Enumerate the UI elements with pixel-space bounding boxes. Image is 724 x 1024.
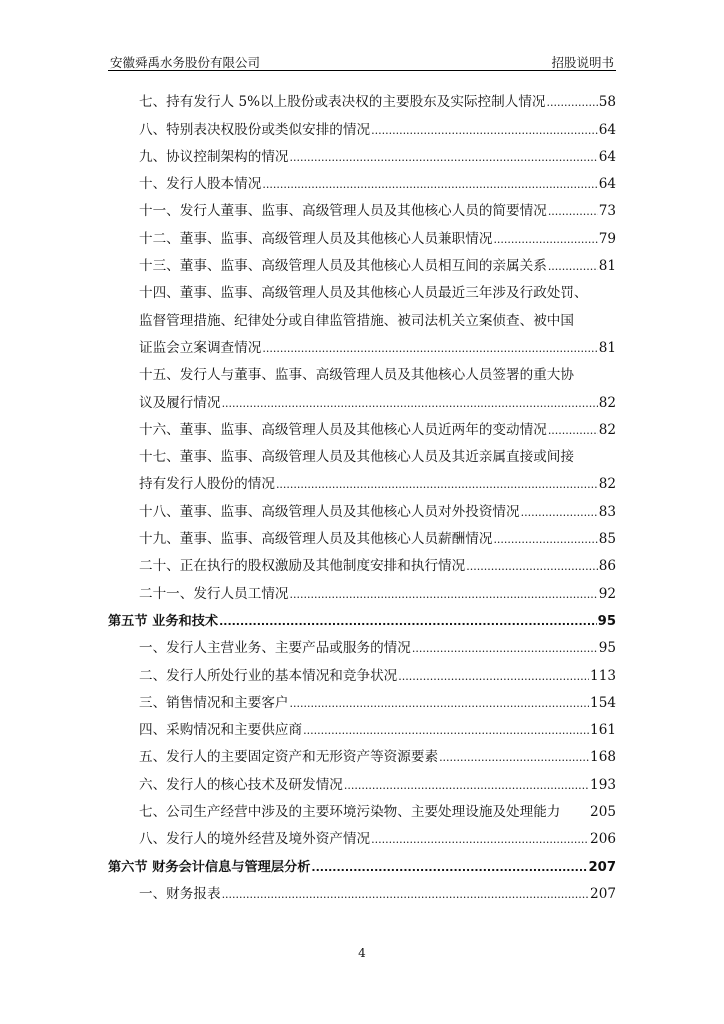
toc-entry[interactable] <box>108 521 616 548</box>
toc-dot-leader <box>548 422 598 439</box>
toc-entry[interactable] <box>108 821 616 848</box>
toc-entry[interactable] <box>108 84 616 111</box>
page-number: 4 <box>358 946 366 960</box>
toc-dot-leader <box>290 586 598 603</box>
toc-entry-title: 十九、董事、监事、高级管理人员及其他核心人员薪酬情况 <box>139 531 493 548</box>
toc-dot-leader <box>371 122 598 139</box>
toc-entry[interactable] <box>108 466 616 493</box>
toc-page-number: 207 <box>590 885 616 902</box>
toc-entry-title: 一、财务报表 <box>139 885 221 902</box>
toc-section-entry[interactable] <box>108 603 616 630</box>
table-of-contents <box>108 84 616 903</box>
toc-page-number: 79 <box>598 230 616 247</box>
toc-dot-leader <box>222 395 598 412</box>
toc-entry[interactable] <box>108 439 616 466</box>
toc-entry[interactable] <box>108 248 616 275</box>
toc-dot-leader <box>466 558 597 575</box>
toc-entry[interactable] <box>108 876 616 903</box>
toc-page-number: 95 <box>598 640 616 657</box>
toc-entry-title: 十二、董事、监事、高级管理人员及其他核心人员兼职情况 <box>139 230 493 247</box>
toc-entry-title: 十六、董事、监事、高级管理人员及其他核心人员近两年的变动情况 <box>139 421 547 438</box>
toc-page-number: 86 <box>598 558 616 575</box>
toc-entry-title: 五、发行人的主要固定资产和无形资产等资源要素 <box>139 749 439 766</box>
toc-entry-title: 二、发行人所处行业的基本情况和竞争状况 <box>139 667 398 684</box>
toc-page-number: 81 <box>598 339 616 356</box>
toc-entry[interactable] <box>108 275 616 302</box>
header-company-name: 安徽舜禹水务股份有限公司 <box>110 55 261 70</box>
toc-entry[interactable] <box>108 657 616 684</box>
toc-entry[interactable] <box>108 193 616 220</box>
toc-dot-leader <box>439 749 589 766</box>
toc-entry-title: 七、持有发行人 5%以上股份或表决权的主要股东及实际控制人情况 <box>139 94 546 111</box>
toc-entry-title: 第五节 业务和技术 <box>108 613 219 629</box>
toc-entry[interactable] <box>108 357 616 384</box>
toc-entry[interactable] <box>108 630 616 657</box>
toc-entry[interactable] <box>108 330 616 357</box>
header-divider <box>108 70 616 71</box>
toc-entry-title: 证监会立案调查情况 <box>139 339 262 356</box>
toc-dot-leader <box>276 476 598 493</box>
toc-entry-title: 第六节 财务会计信息与管理层分析 <box>108 859 311 875</box>
toc-dot-leader <box>493 231 597 248</box>
toc-page-number: 85 <box>598 531 616 548</box>
toc-page-number: 207 <box>588 859 616 875</box>
toc-dot-leader <box>548 203 598 220</box>
toc-dot-leader <box>262 340 597 357</box>
toc-entry[interactable] <box>108 220 616 247</box>
toc-entry-title: 十三、董事、监事、高级管理人员及其他核心人员相互间的亲属关系 <box>139 258 547 275</box>
header-document-type: 招股说明书 <box>551 55 614 70</box>
toc-entry-title: 十五、发行人与董事、监事、高级管理人员及其他核心人员签署的重大协 <box>139 367 574 384</box>
toc-entry-title: 十一、发行人董事、监事、高级管理人员及其他核心人员的简要情况 <box>139 203 547 220</box>
toc-page-number: 113 <box>590 667 616 684</box>
toc-entry[interactable] <box>108 139 616 166</box>
toc-entry[interactable] <box>108 384 616 411</box>
toc-entry-title: 议及履行情况 <box>139 394 221 411</box>
toc-page-number: 73 <box>598 203 616 220</box>
toc-entry[interactable] <box>108 794 616 821</box>
toc-page-number: 64 <box>598 148 616 165</box>
toc-dot-leader <box>521 504 598 521</box>
toc-page-number: 64 <box>598 176 616 193</box>
toc-entry[interactable] <box>108 685 616 712</box>
toc-page-number: 64 <box>598 121 616 138</box>
toc-entry-title: 四、采购情况和主要供应商 <box>139 722 303 739</box>
toc-page-number: 82 <box>598 421 616 438</box>
toc-entry[interactable] <box>108 712 616 739</box>
toc-entry[interactable] <box>108 166 616 193</box>
toc-entry-title: 一、发行人主营业务、主要产品或服务的情况 <box>139 640 411 657</box>
toc-entry[interactable] <box>108 739 616 766</box>
page-header <box>108 50 616 70</box>
toc-page-number: 168 <box>590 749 616 766</box>
toc-dot-leader <box>371 831 589 848</box>
toc-page-number: 92 <box>598 585 616 602</box>
toc-entry[interactable] <box>108 548 616 575</box>
toc-dot-leader <box>547 94 598 111</box>
toc-dot-leader <box>290 149 598 166</box>
toc-entry-title: 十八、董事、监事、高级管理人员及其他核心人员对外投资情况 <box>139 503 520 520</box>
toc-section-entry[interactable] <box>108 848 616 875</box>
toc-dot-leader <box>262 176 597 193</box>
toc-entry-title: 二十一、发行人员工情况 <box>139 585 289 602</box>
toc-dot-leader <box>222 886 589 903</box>
toc-entry-title: 十七、董事、监事、高级管理人员及其他核心人员及其近亲属直接或间接 <box>139 449 574 466</box>
toc-entry[interactable] <box>108 111 616 138</box>
toc-dot-leader <box>493 531 597 548</box>
toc-page-number: 161 <box>590 722 616 739</box>
toc-page-number: 206 <box>590 831 616 848</box>
toc-dot-leader <box>219 613 597 630</box>
toc-entry-title: 十四、董事、监事、高级管理人员及其他核心人员最近三年涉及行政处罚、 <box>139 285 588 302</box>
toc-entry-title: 持有发行人股份的情况 <box>139 476 275 493</box>
toc-dot-leader <box>311 859 587 876</box>
toc-page-number: 82 <box>598 394 616 411</box>
toc-entry[interactable] <box>108 766 616 793</box>
toc-dot-leader <box>398 668 589 685</box>
toc-dot-leader <box>290 695 590 712</box>
toc-entry-title: 八、特别表决权股份或类似安排的情况 <box>139 121 371 138</box>
toc-page-number: 81 <box>598 258 616 275</box>
toc-page-number: 83 <box>598 503 616 520</box>
toc-dot-leader <box>303 722 589 739</box>
toc-entry-title: 九、协议控制架构的情况 <box>139 148 289 165</box>
toc-entry-title: 二十、正在执行的股权激励及其他制度安排和执行情况 <box>139 558 466 575</box>
toc-page-number: 95 <box>597 613 616 629</box>
toc-entry-title: 三、销售情况和主要客户 <box>139 694 289 711</box>
toc-entry[interactable] <box>108 302 616 329</box>
toc-dot-leader <box>548 258 598 275</box>
toc-page-number: 82 <box>598 476 616 493</box>
toc-entry-title: 六、发行人的核心技术及研发情况 <box>139 776 343 793</box>
toc-entry-title: 十、发行人股本情况 <box>139 176 262 193</box>
toc-dot-leader <box>344 777 589 794</box>
toc-entry-title: 监督管理措施、纪律处分或自律监管措施、被司法机关立案侦查、被中国 <box>139 312 574 329</box>
toc-page-number: 193 <box>590 776 616 793</box>
toc-dot-leader <box>412 640 598 657</box>
toc-page-number: 58 <box>598 94 616 111</box>
toc-page-number: 154 <box>590 694 616 711</box>
toc-page-number: 205 <box>590 804 616 821</box>
toc-entry-title: 八、发行人的境外经营及境外资产情况 <box>139 831 371 848</box>
toc-entry[interactable] <box>108 412 616 439</box>
toc-entry[interactable] <box>108 493 616 520</box>
toc-entry-title: 七、公司生产经营中涉及的主要环境污染物、主要处理设施及处理能力 <box>139 804 561 821</box>
toc-entry[interactable] <box>108 575 616 602</box>
